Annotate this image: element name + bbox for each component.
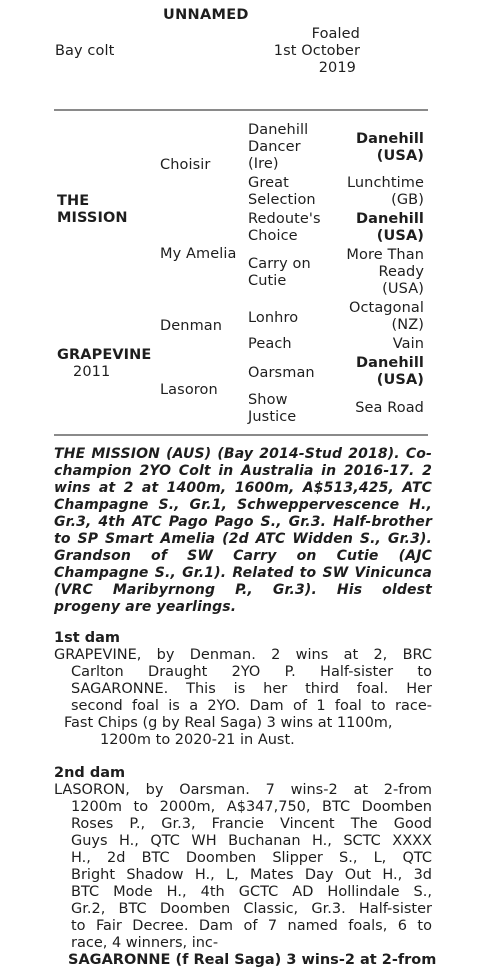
summary-line: Grandson of SW Carry on Cutie (AJC: [54, 548, 432, 564]
gen3-carry-on-cutie-2: Cutie: [248, 273, 287, 289]
gen2-my-amelia: My Amelia: [160, 246, 237, 262]
gen3-great-selection-1: Great: [248, 175, 289, 191]
gen3-great-selection-2: Selection: [248, 192, 316, 208]
gen3-redoutes-choice-1: Redoute's: [248, 211, 321, 227]
second-dam-section: [54, 765, 437, 969]
summary-line: THE MISSION (AUS) (Bay 2014-Stud 2018). Co-: [54, 446, 432, 462]
second-dam-heading: 2nd dam: [54, 765, 126, 781]
gen4-danehill-3b: (USA): [376, 372, 424, 388]
foaled-label: Foaled: [311, 26, 360, 42]
gen2-choisir: Choisir: [160, 157, 211, 173]
gen3-danehill-dancer-3: (Ire): [248, 156, 279, 172]
gen4-more-than-ready-a: More Than: [346, 247, 424, 263]
gen4-danehill-1b: (USA): [376, 148, 424, 164]
gen4-danehill-3a: Danehill: [355, 355, 424, 371]
first-dam-line: 1200m to 2020-21 in Aust.: [100, 732, 295, 748]
first-dam-line: Fast Chips (g by Real Saga) 3 wins at 1100m,: [64, 715, 393, 731]
gen2-lasoron: Lasoron: [160, 382, 218, 398]
gen3-lonhro: Lonhro: [248, 310, 299, 326]
summary-line: (VRC Maribyrnong P., Gr.3). His oldest: [54, 582, 432, 598]
page-title: UNNAMED: [163, 7, 249, 23]
summary-line: wins at 2 at 1400m, 1600m, A$513,425, ATC: [54, 480, 432, 496]
second-dam-line: SAGARONNE (f Real Saga) 3 wins-2 at 2-from: [68, 952, 437, 968]
sire-summary: [54, 446, 432, 616]
gen3-danehill-dancer-1: Danehill: [248, 122, 309, 138]
summary-line: champion 2YO Colt in Australia in 2016-17. 2: [54, 463, 432, 479]
gen4-lunchtime-a: Lunchtime: [346, 175, 424, 191]
second-dam-line: Bright Shadow H., L, Mates Day Out H., 3d: [71, 867, 432, 883]
summary-line: Gr.3, 4th ATC Pago Pago S., Gr.3. Half-brother: [54, 514, 432, 530]
first-dam-heading: 1st dam: [54, 630, 120, 646]
gen4-lunchtime-b: (GB): [391, 192, 424, 208]
second-dam-line: Guys H., QTC WH Buchanan H., SCTC XXXX: [71, 833, 432, 849]
gen4-sea-road: Sea Road: [355, 400, 424, 416]
sire-name-line-2: MISSION: [57, 210, 128, 226]
gen4-octagonal-b: (NZ): [391, 317, 424, 333]
gen4-danehill-2a: Danehill: [355, 211, 424, 227]
second-dam-line: 1200m to 2000m, A$347,750, BTC Doomben: [71, 799, 432, 815]
gen4-more-than-ready-c: (USA): [382, 281, 424, 297]
gen3-oarsman: Oarsman: [248, 365, 315, 381]
foaled-year: 2019: [318, 60, 356, 76]
first-dam-line: second foal is a 2YO. Dam of 1 foal to race-: [71, 698, 432, 714]
gen3-danehill-dancer-2: Dancer: [248, 139, 301, 155]
gen3-show-justice-2: Justice: [248, 409, 297, 425]
gen3-show-justice-1: Show: [248, 392, 288, 408]
second-dam-line: LASORON, by Oarsman. 7 wins-2 at 2-from: [54, 782, 432, 798]
divider-top: [54, 109, 428, 111]
gen3-redoutes-choice-2: Choice: [248, 228, 298, 244]
gen2-denman: Denman: [160, 318, 223, 334]
summary-line: Champagne S., Gr.1). Related to SW Vinicunca: [54, 565, 432, 581]
gen4-octagonal-a: Octagonal: [348, 300, 424, 316]
divider-pedigree: [54, 434, 428, 436]
dam-year: 2011: [73, 364, 111, 380]
sire-name-line-1: THE: [57, 193, 90, 209]
dam-name: GRAPEVINE: [57, 347, 152, 363]
summary-line: Champagne S., Gr.1, Schweppervescence H.,: [54, 497, 432, 513]
foaled-date: 1st October: [273, 43, 360, 59]
gen4-danehill-2b: (USA): [376, 228, 424, 244]
summary-line: progeny are yearlings.: [54, 599, 237, 615]
second-dam-line: H., 2d BTC Doomben Slipper S., L, QTC: [71, 850, 432, 866]
second-dam-line: Roses P., Gr.3, Francie Vincent The Good: [71, 816, 432, 832]
second-dam-line: to Fair Decree. Dam of 7 named foals, 6 to: [71, 918, 432, 934]
second-dam-line: race, 4 winners, inc-: [71, 935, 219, 951]
summary-line: to SP Smart Amelia (2d ATC Widden S., Gr.3).: [54, 531, 432, 547]
second-dam-line: BTC Mode H., 4th GCTC AD Hollindale S.,: [71, 884, 432, 900]
first-dam-line: SAGARONNE. This is her third foal. Her: [71, 681, 432, 697]
first-dam-section: [54, 630, 432, 749]
gen4-more-than-ready-b: Ready: [378, 264, 424, 280]
horse-description: Bay colt: [55, 43, 115, 59]
first-dam-line: Carlton Draught 2YO P. Half-sister to: [71, 664, 432, 680]
first-dam-line: GRAPEVINE, by Denman. 2 wins at 2, BRC: [54, 647, 432, 663]
gen4-vain: Vain: [392, 336, 424, 352]
gen3-peach: Peach: [248, 336, 292, 352]
second-dam-line: Gr.2, BTC Doomben Classic, Gr.3. Half-sister: [71, 901, 432, 917]
gen4-danehill-1a: Danehill: [355, 131, 424, 147]
gen3-carry-on-cutie-1: Carry on: [248, 256, 311, 272]
